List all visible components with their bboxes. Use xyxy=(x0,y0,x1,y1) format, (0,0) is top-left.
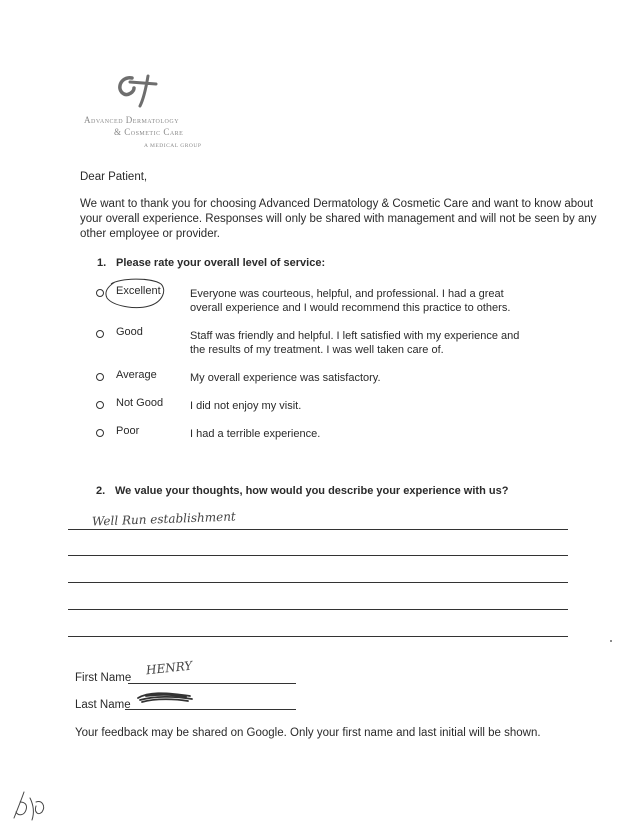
option-desc-average: My overall experience was satisfactory. xyxy=(190,372,381,384)
initials-signature-icon xyxy=(6,788,50,824)
logo-line-1: Advanced Dermatology xyxy=(84,115,180,125)
option-label-excellent: Excellent xyxy=(116,285,161,297)
logo-line-3: A MEDICAL GROUP xyxy=(144,143,202,149)
option-desc-good-1: Staff was friendly and helpful. I left satisfied with my experience and xyxy=(190,330,520,342)
stray-mark xyxy=(610,640,612,642)
logo-icon xyxy=(110,70,170,110)
radio-good[interactable] xyxy=(96,330,104,338)
first-name-line[interactable] xyxy=(128,683,296,684)
intro-line-1: We want to thank you for choosing Advanced Dermatology & Cosmetic Care and want to know about xyxy=(80,198,594,210)
handwritten-answer: Well Run establishment xyxy=(91,509,236,529)
option-label-not-good: Not Good xyxy=(116,397,164,409)
answer-line-2[interactable] xyxy=(68,555,568,556)
option-label-poor: Poor xyxy=(116,425,140,437)
option-desc-excellent-2: overall experience and I would recommend this practice to others. xyxy=(190,302,511,314)
first-name-label: First Name xyxy=(75,672,132,684)
radio-poor[interactable] xyxy=(96,429,104,437)
question-1-title: Please rate your overall level of service: xyxy=(116,257,326,269)
first-name-value: HENRY xyxy=(145,658,193,678)
option-desc-excellent-1: Everyone was courteous, helpful, and professional. I had a great xyxy=(190,288,504,300)
question-2-title: We value your thoughts, how would you describe your experience with us? xyxy=(115,485,509,497)
option-desc-poor: I had a terrible experience. xyxy=(190,428,321,440)
intro-line-3: other employee or provider. xyxy=(80,228,220,240)
option-desc-good-2: the results of my treatment. I was well taken care of. xyxy=(190,344,444,356)
answer-line-5[interactable] xyxy=(68,636,568,637)
radio-average[interactable] xyxy=(96,373,104,381)
radio-not-good[interactable] xyxy=(96,401,104,409)
last-name-line[interactable] xyxy=(125,709,296,710)
logo-line-2: & Cosmetic Care xyxy=(114,127,184,137)
answer-line-4[interactable] xyxy=(68,609,568,610)
option-label-average: Average xyxy=(116,369,157,381)
answer-line-3[interactable] xyxy=(68,582,568,583)
intro-line-2: your overall experience. Responses will only be shared with management and will not be seen by any xyxy=(80,213,597,225)
question-1-number: 1. xyxy=(97,257,107,269)
answer-line-1[interactable] xyxy=(68,529,568,530)
option-desc-not-good: I did not enjoy my visit. xyxy=(190,400,302,412)
greeting: Dear Patient, xyxy=(80,171,148,183)
last-name-label: Last Name xyxy=(75,699,131,711)
footer-note: Your feedback may be shared on Google. Only your first name and last initial will be shown. xyxy=(75,727,541,739)
redaction-scribble-icon xyxy=(134,688,196,706)
question-2-number: 2. xyxy=(96,485,106,497)
option-label-good: Good xyxy=(116,326,143,338)
